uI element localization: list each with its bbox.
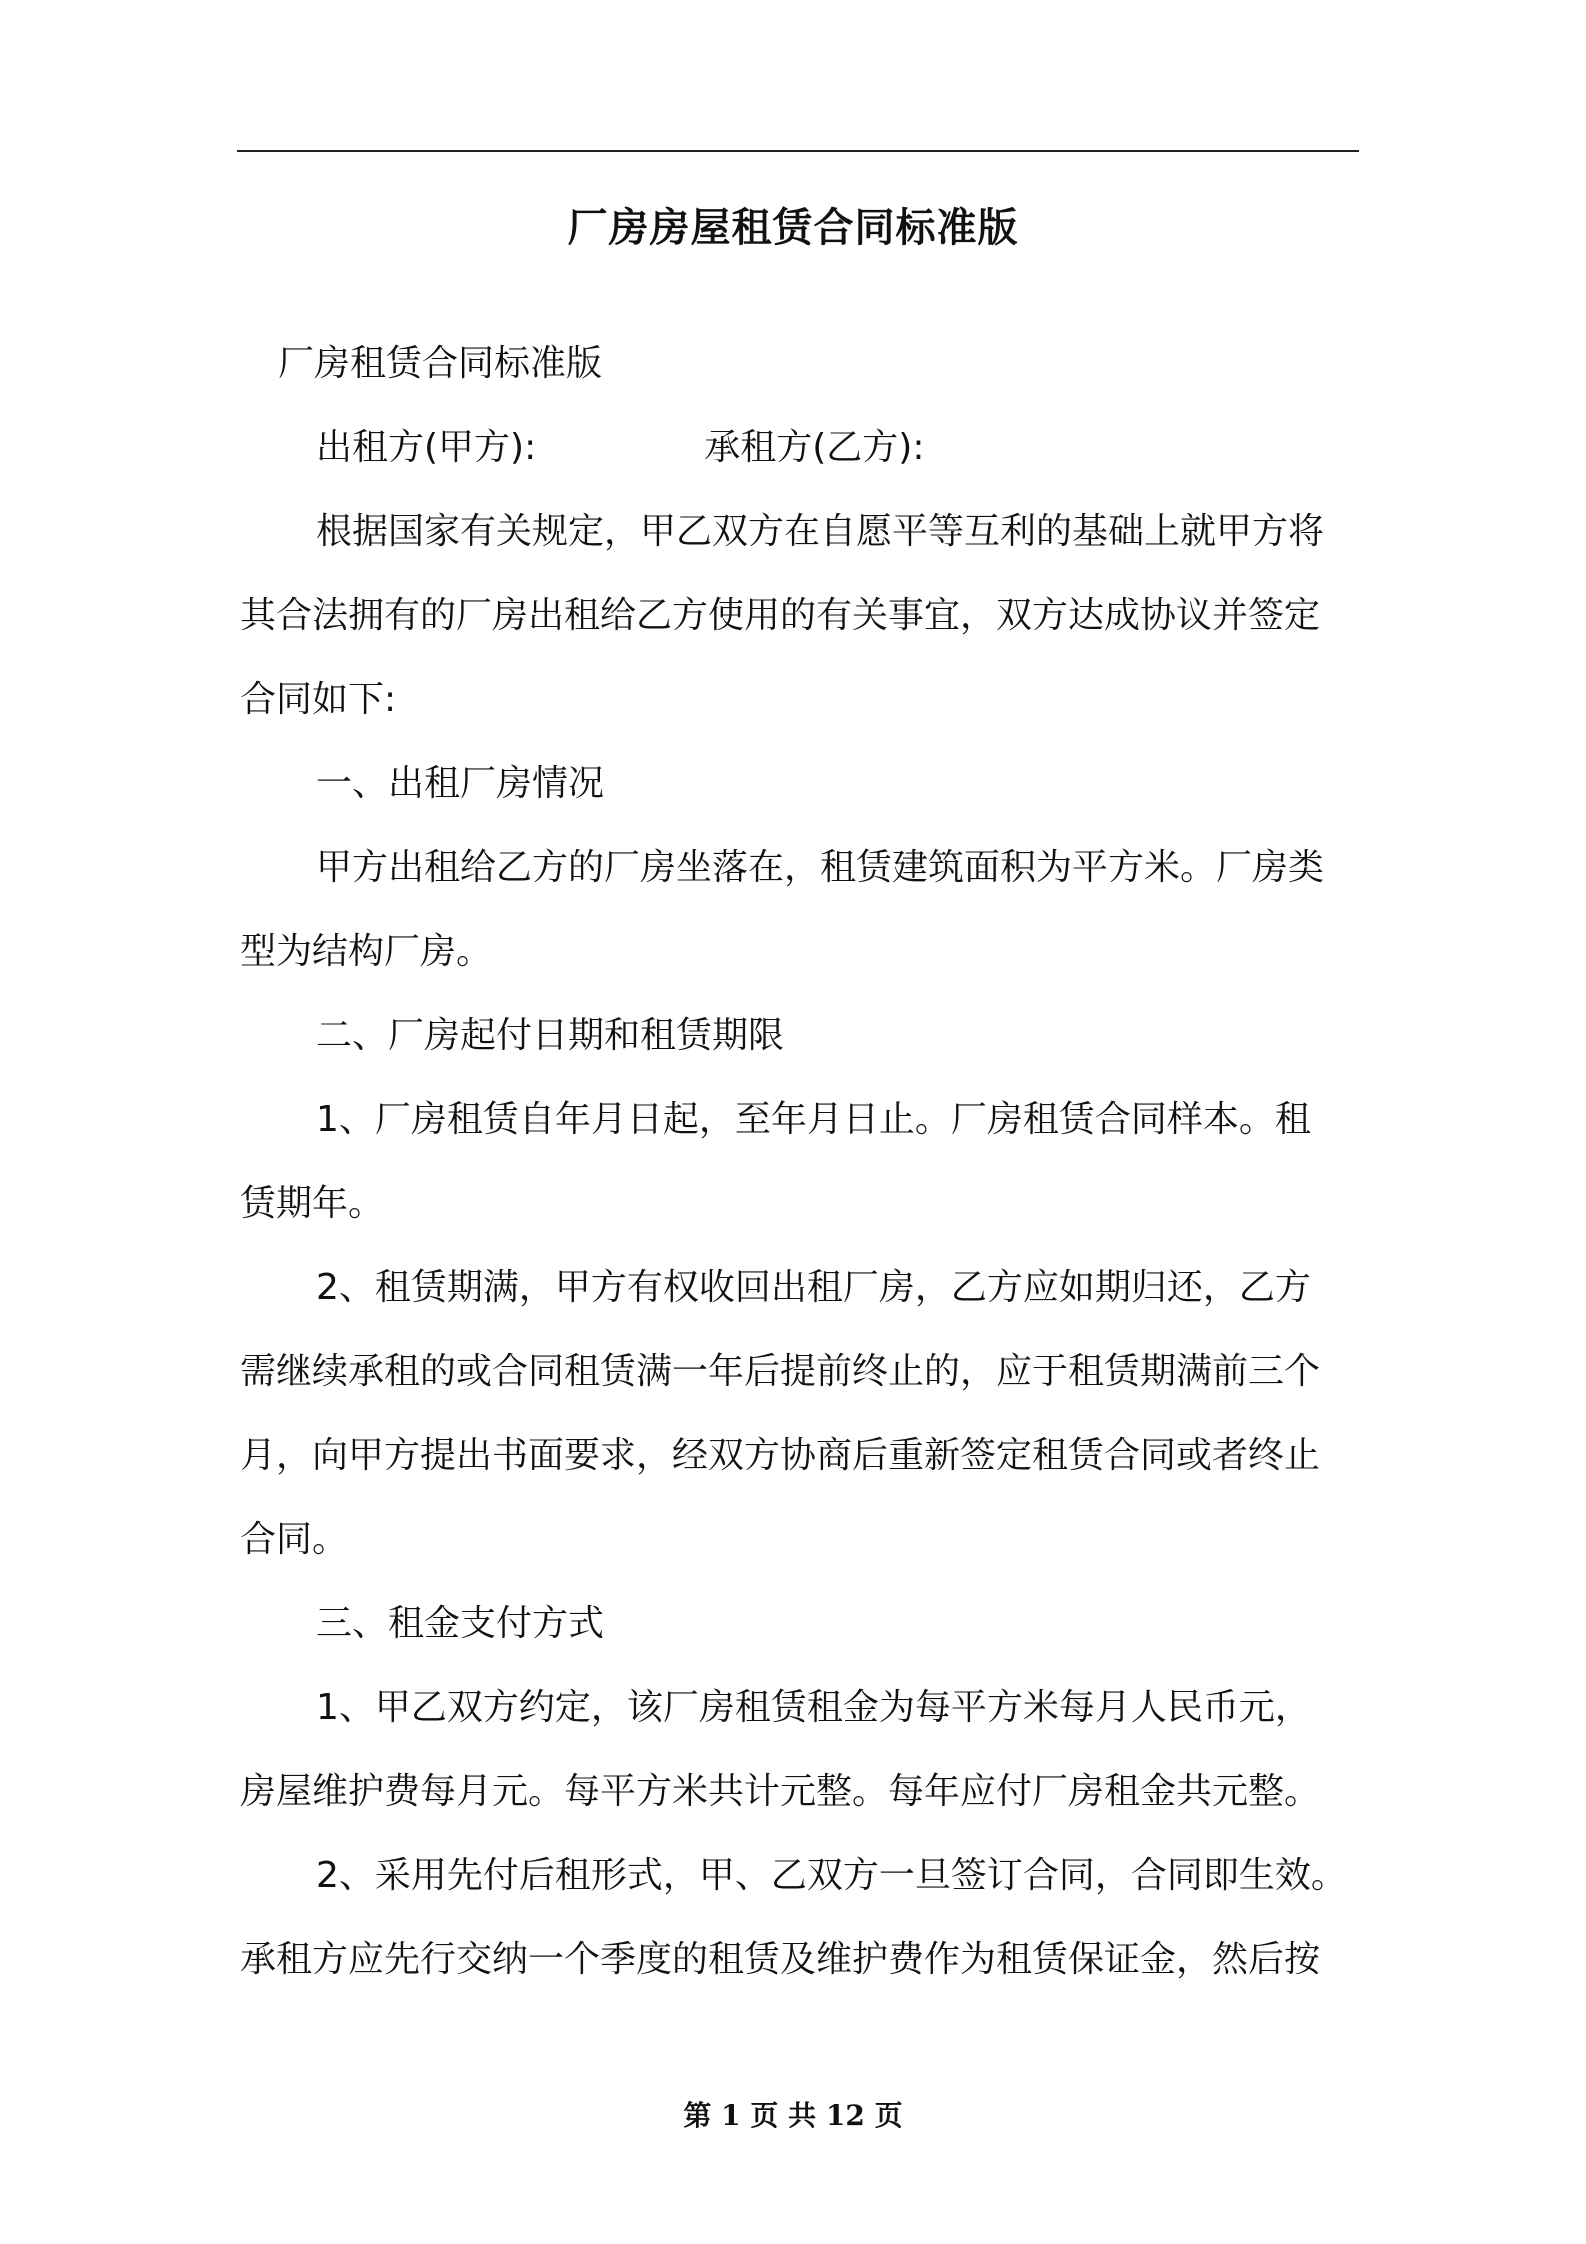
paragraph-line: 合同。 (240, 1519, 349, 1560)
paragraph-line: 合同如下: (240, 679, 397, 720)
paragraph-line: 房屋维护费每月元。每平方米共计元整。每年应付厂房租金共元整。 (240, 1771, 1321, 1812)
paragraph-line: 型为结构厂房。 (240, 931, 493, 972)
document-body (240, 322, 1360, 2002)
section-heading: 一、出租厂房情况 (316, 763, 605, 804)
paragraph-line: 月，向甲方提出书面要求，经双方协商后重新签定租赁合同或者终止 (240, 1435, 1321, 1476)
paragraph-line: 需继续承租的或合同租赁满一年后提前终止的，应于租赁期满前三个 (240, 1351, 1321, 1392)
paragraph-line: 1、甲乙双方约定，该厂房租赁租金为每平方米每月人民币元， (316, 1687, 1311, 1728)
page-footer: 第 1 页 共 12 页 (683, 2099, 903, 2132)
paragraph-line: 2、租赁期满，甲方有权收回出租厂房，乙方应如期归还，乙方 (316, 1267, 1311, 1308)
lessee-label: 承租方(乙方): (704, 427, 925, 468)
paragraph-line: 根据国家有关规定，甲乙双方在自愿平等互利的基础上就甲方将 (316, 511, 1325, 552)
paragraph-line: 1、厂房租赁自年月日起，至年月日止。厂房租赁合同样本。租 (316, 1099, 1311, 1140)
section-heading: 二、厂房起付日期和租赁期限 (316, 1015, 785, 1056)
document-subtitle: 厂房租赁合同标准版 (278, 343, 603, 384)
paragraph-line: 承租方应先行交纳一个季度的租赁及维护费作为租赁保证金，然后按 (240, 1939, 1321, 1980)
section-heading: 三、租金支付方式 (316, 1603, 605, 1644)
parties-line (240, 406, 1360, 490)
paragraph-line: 甲方出租给乙方的厂房坐落在，租赁建筑面积为平方米。厂房类 (316, 847, 1325, 888)
document-title: 厂房房屋租赁合同标准版 (567, 205, 1019, 251)
lessor-label: 出租方(甲方): (316, 427, 537, 468)
paragraph-line: 其合法拥有的厂房出租给乙方使用的有关事宜，双方达成协议并签定 (240, 595, 1321, 636)
paragraph-line: 2、采用先付后租形式，甲、乙双方一旦签订合同，合同即生效。 (316, 1855, 1347, 1896)
paragraph-line: 赁期年。 (240, 1183, 385, 1224)
header-rule (237, 150, 1359, 152)
